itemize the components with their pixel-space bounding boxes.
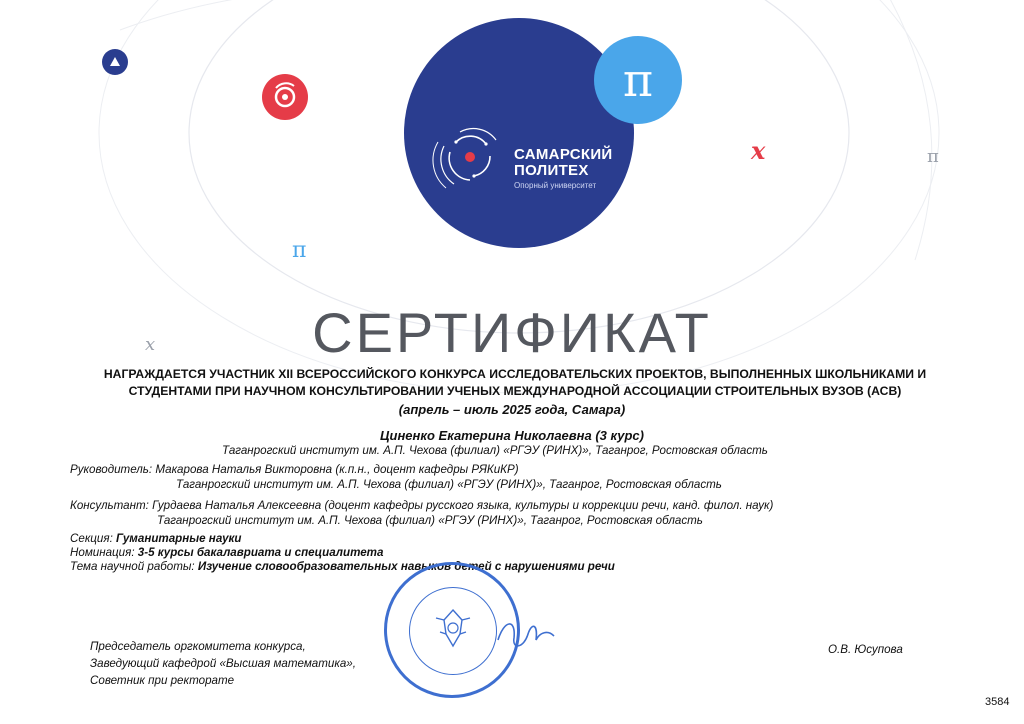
signer-title-3: Советник при ректорате [90,674,235,687]
nomination-row [70,546,383,559]
x-icon: x [145,334,156,355]
signer-title-2: Заведующий кафедрой «Высшая математика», [90,657,356,670]
consultant-line: Консультант: Гурдаева Наталья Алексеевна (доцент кафедры русского языка, культуры и коррекции речи, канд. филол. наук) [70,499,774,512]
topic-row [70,560,615,573]
supervisor-org: Таганрогский институт им. А.П. Чехова (филиал) «РГЭУ (РИНХ)», Таганрог, Ростовская область [176,478,722,491]
logo-name: САМАРСКИЙ ПОЛИТЕХ [514,146,613,179]
recipient-org: Таганрогский институт им. А.П. Чехова (филиал) «РГЭУ (РИНХ)», Таганрог, Ростовская область [222,444,768,457]
nomination-value: 3-5 курсы бакалавриата и специалитета [137,546,384,559]
logo-subtitle: Опорный университет [514,181,597,190]
pi-icon: π [292,238,307,263]
signer-title-1: Председатель оргкомитета конкурса, [90,640,306,653]
section-row [70,532,242,545]
atom-icon [262,74,308,120]
atom-logo-icon [430,122,508,192]
triangle-icon [102,49,128,75]
x-icon: x [751,136,766,165]
signer-name: О.В. Юсупова [828,643,903,656]
pi-icon: π [927,146,939,167]
consultant-org: Таганрогский институт им. А.П. Чехова (филиал) «РГЭУ (РИНХ)», Таганрог, Ростовская область [157,514,703,527]
page-number: 3584 [985,696,1010,708]
pi-icon: π [594,36,682,124]
section-label: Секция: [70,532,117,545]
topic-value: Изучение словообразовательных навыков детей с нарушениями речи [197,560,615,573]
recipient-name: Циненко Екатерина Николаевна (3 курс) [380,428,644,443]
topic-label: Тема научной работы: [70,560,198,573]
signature [490,610,560,660]
nomination-label: Номинация: [70,546,138,559]
section-value: Гуманитарные науки [116,532,242,545]
award-statement: НАГРАЖДАЕТСЯ УЧАСТНИК XII ВСЕРОССИЙСКОГО КОНКУРСА ИССЛЕДОВАТЕЛЬСКИХ ПРОЕКТОВ, ВЫПОЛНЕННЫХ ШКОЛЬНИКАМИ И СТУДЕНТАМИ ПРИ НАУЧНОМ КОНСУЛЬТИРОВАНИИ УЧЕНЫХ МЕЖДУНАРОДНОЙ АССОЦИАЦИИ СТРОИТЕЛЬНЫХ ВУЗОВ (АСВ) [103,367,927,398]
supervisor-line: Руководитель: Макарова Наталья Викторовна (к.п.н., доцент кафедры РЯКиКР) [70,463,519,476]
certificate-title: СЕРТИФИКАТ [312,301,712,364]
stamp-emblem [409,587,497,675]
award-date: (апрель – июль 2025 года, Самара) [398,402,626,417]
